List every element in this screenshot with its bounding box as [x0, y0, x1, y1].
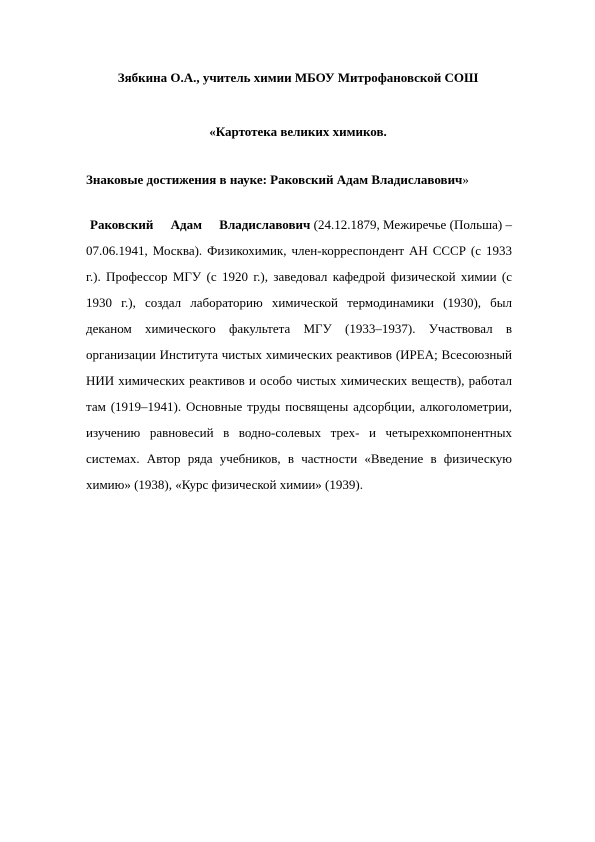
- achievements-heading-closing-quote: »: [462, 172, 469, 187]
- biography-paragraph: [86, 212, 512, 498]
- biography-name: Раковский Адам Владиславович: [90, 217, 311, 232]
- biography-text: (24.12.1879, Межиречье (Польша) – 07.06.1941, Москва). Физикохимик, член-корреспондент АН СССР (с 1933 г.). Профессор МГУ (с 1920 г.), заведовал кафедрой физической химии (с 1930 г.), создал лабораторию химической термодинамики (1930), был деканом химического факультета МГУ (1933–1937). Участвовал в организации Института чистых химических реактивов (ИРЕА; Всесоюзный НИИ химических реактивов и особо чистых химических веществ), работал там (1919–1941). Основные труды посвящены адсорбции, алкоголометрии, изучению равновесий в водно-солевых трех- и четырехкомпонентных системах. Автор ряда учебников, в частности «Введение в физическую химию» (1938), «Курс физической химии» (1939).: [86, 217, 512, 492]
- author-line: Зябкина О.А., учитель химии МБОУ Митрофановской СОШ: [117, 70, 479, 85]
- collection-title: «Картотека великих химиков.: [209, 124, 387, 139]
- achievements-heading-text: Знаковые достижения в науке: Раковский Адам Владиславович: [86, 172, 463, 187]
- achievements-heading: [86, 172, 526, 188]
